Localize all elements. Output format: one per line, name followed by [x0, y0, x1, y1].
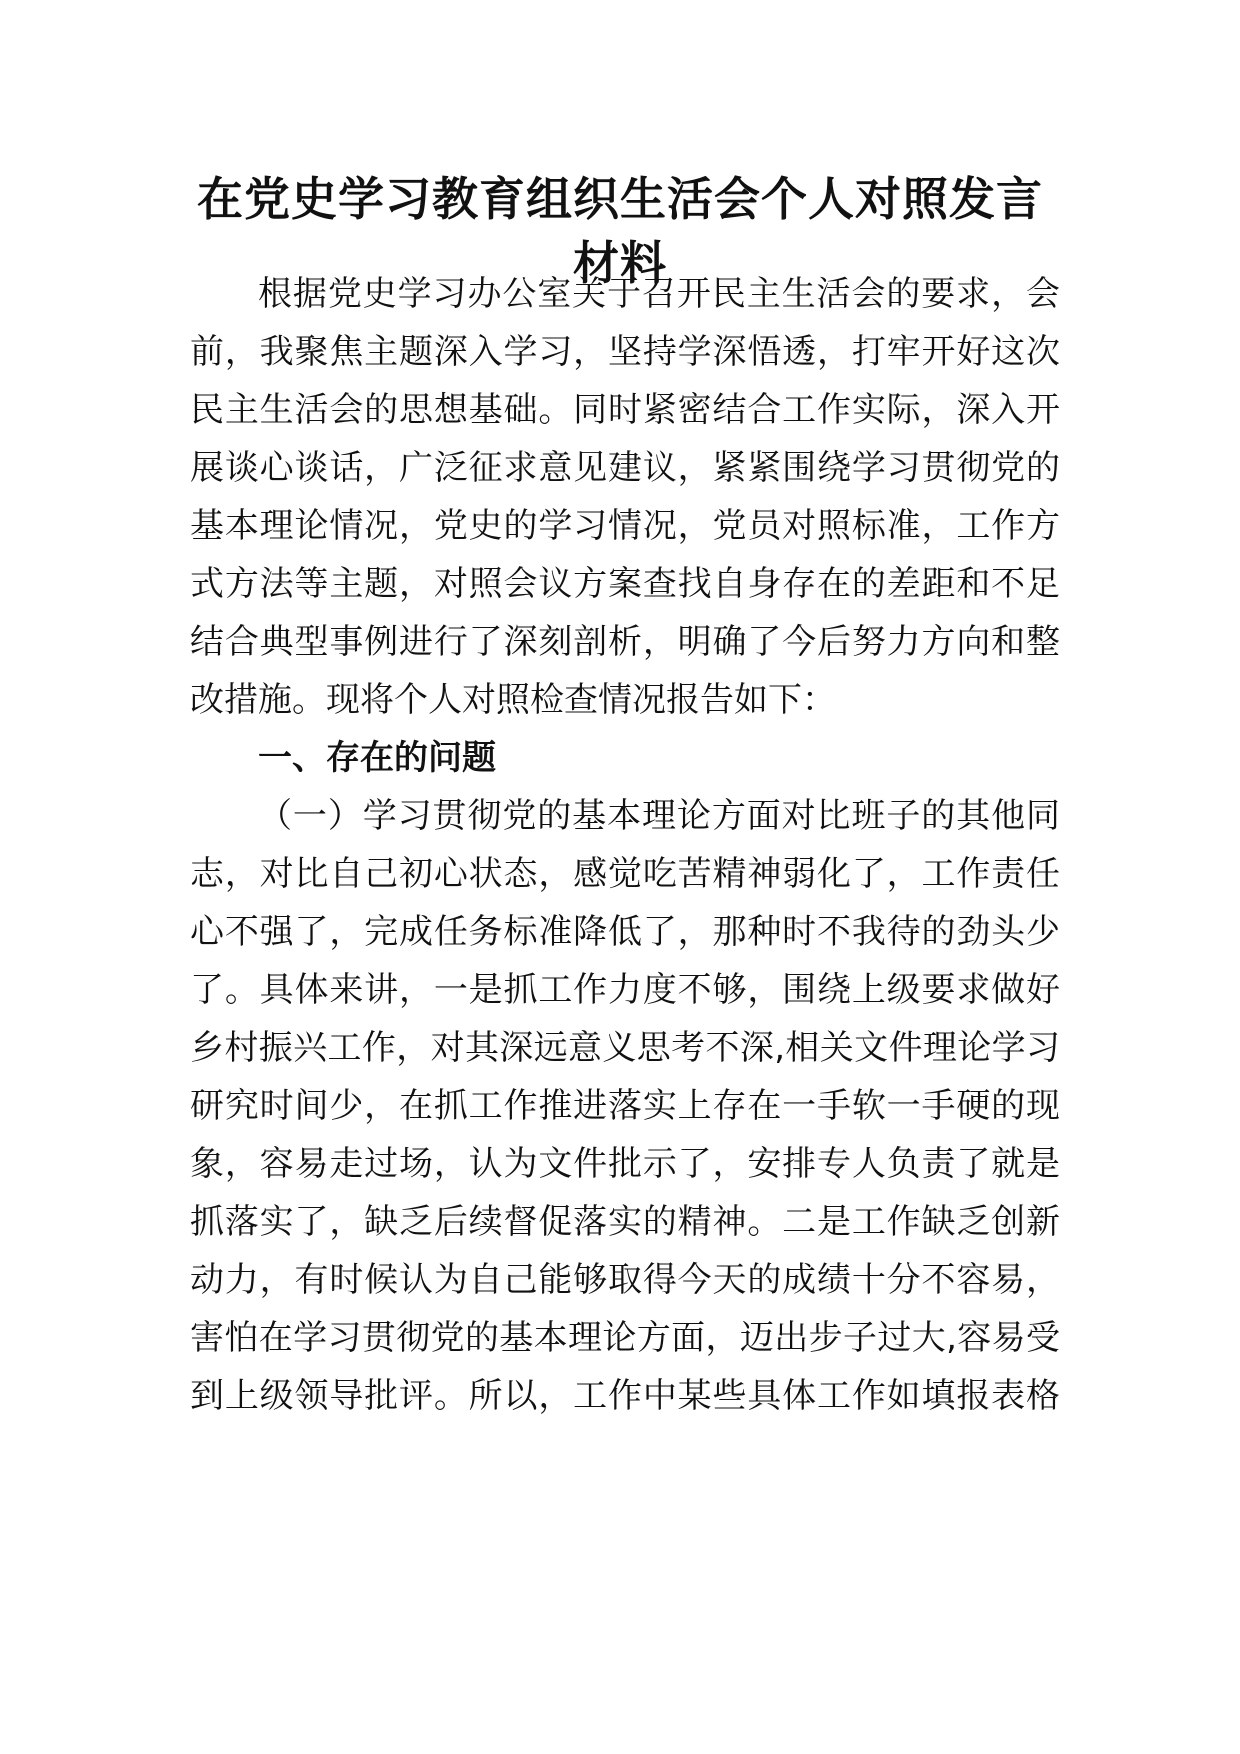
text-line: 动力，有时候认为自己能够取得今天的成绩十分不容易， [190, 1260, 1060, 1300]
text-line: 前，我聚焦主题深入学习，坚持学深悟透，打牢开好这次 [190, 332, 1060, 372]
text-line: 象，容易走过场，认为文件批示了，安排专人负责了就是 [190, 1144, 1060, 1184]
text-line: 改措施。现将个人对照检查情况报告如下： [190, 680, 836, 720]
document-title-line-1: 在党史学习教育组织生活会个人对照发言 [197, 172, 1043, 226]
text-line: 基本理论情况，党史的学习情况，党员对照标准，工作方 [190, 506, 1060, 546]
text-line: 心不强了，完成任务标准降低了，那种时不我待的劲头少 [190, 912, 1060, 952]
text-line: 展谈心谈话，广泛征求意见建议，紧紧围绕学习贯彻党的 [190, 448, 1060, 488]
text-line: 到上级领导批评。所以，工作中某些具体工作如填报表格 [190, 1376, 1060, 1416]
text-line: 抓落实了，缺乏后续督促落实的精神。二是工作缺乏创新 [190, 1202, 1060, 1242]
text-line: 志，对比自己初心状态，感觉吃苦精神弱化了，工作责任 [190, 854, 1060, 894]
text-line: 民主生活会的思想基础。同时紧密结合工作实际，深入开 [190, 390, 1060, 430]
text-line: （一）学习贯彻党的基本理论方面对比班子的其他同 [258, 796, 1060, 836]
text-line: 害怕在学习贯彻党的基本理论方面，迈出步子过大,容易受 [190, 1318, 1060, 1358]
text-line: 根据党史学习办公室关于召开民主生活会的要求，会 [258, 274, 1060, 314]
text-line: 式方法等主题，对照会议方案查找自身存在的差距和不足 [190, 564, 1060, 604]
document-title-line-2: 材料 [573, 236, 667, 290]
text-line: 乡村振兴工作，对其深远意义思考不深,相关文件理论学习 [190, 1028, 1060, 1068]
text-line: 研究时间少，在抓工作推进落实上存在一手软一手硬的现 [190, 1086, 1060, 1126]
text-line: 结合典型事例进行了深刻剖析，明确了今后努力方向和整 [190, 622, 1060, 662]
section-heading: 一、存在的问题 [258, 738, 496, 778]
text-line: 了。具体来讲，一是抓工作力度不够，围绕上级要求做好 [190, 970, 1060, 1010]
